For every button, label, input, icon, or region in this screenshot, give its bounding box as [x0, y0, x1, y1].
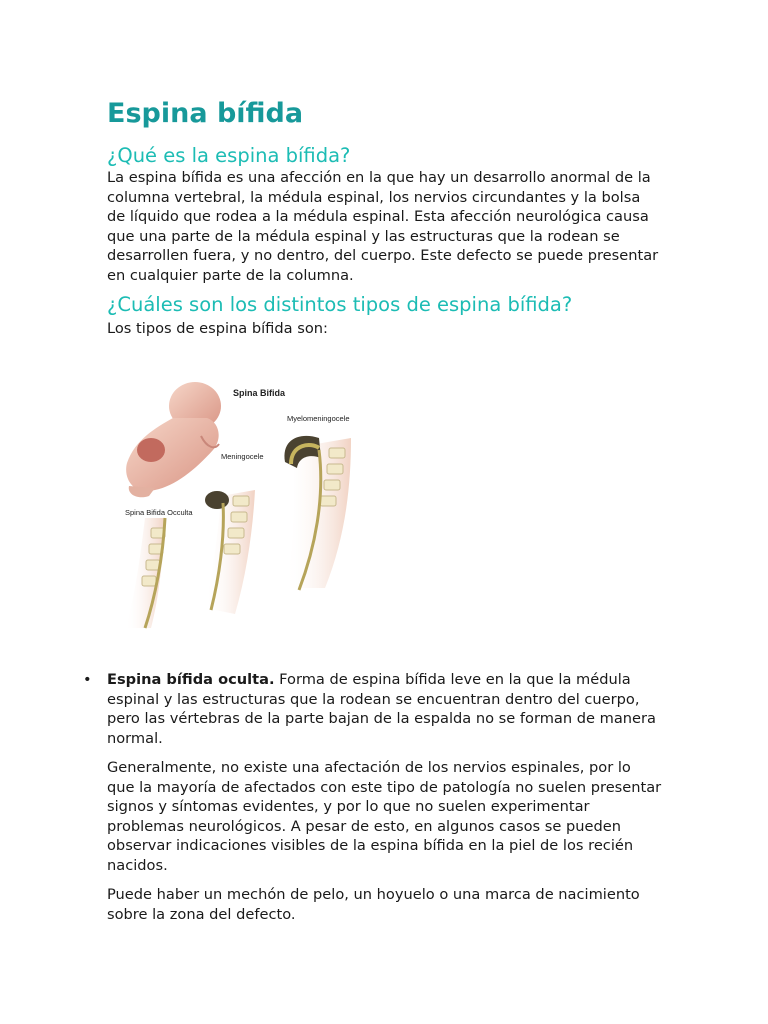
- spine-occulta: [125, 518, 165, 628]
- section-paragraph-que-es: La espina bífida es una afección en la que hay un desarrollo anormal de la columna vertebral, la médula espinal, los nervios circundantes y la bolsa de líquido que rodea a la médula espinal. Esta afección neurológica causa que una parte de la médula espinal y las estructuras que la rodean se desarrollen fuera, y no dentro, del cuerpo. Este defecto se puede presentar en cualquier parte de la columna.: [107, 169, 659, 284]
- bullet-text: Forma de espina bífida leve en la que la médula espinal y las estructuras que la rodean se encuentran dentro del cuerpo, pero las vértebras de la parte bajan de la espalda no se forman de manera normal.: [107, 671, 656, 747]
- spine-meningocele: [205, 490, 255, 614]
- section-heading-tipos: ¿Cuáles son los distintos tipos de espina bífida?: [107, 293, 573, 316]
- figure-label-myelomeningocele: Myelomeningocele: [287, 414, 350, 423]
- baby-figure: [126, 382, 221, 497]
- page-title: Espina bífida: [107, 98, 304, 129]
- figure-label-meningocele: Meningocele: [221, 452, 264, 461]
- spina-bifida-illustration: [115, 378, 365, 630]
- figure-title: Spina Bifida: [233, 388, 286, 398]
- types-bullet-list: [83, 670, 662, 934]
- section-paragraph-tipos: Los tipos de espina bífida son:: [107, 320, 328, 337]
- bullet-extra-paragraph: Puede haber un mechón de pelo, un hoyuelo o una marca de nacimiento sobre la zona del defecto.: [107, 886, 640, 923]
- bullet-term: Espina bífida oculta.: [107, 671, 275, 688]
- bullet-icon: •: [83, 671, 92, 688]
- section-heading-que-es: ¿Qué es la espina bífida?: [107, 144, 351, 167]
- bullet-extra-paragraph: Generalmente, no existe una afectación de los nervios espinales, por lo que la mayoría de afectados con este tipo de patología no suelen presentar signos y síntomas evidentes, y por lo que no suelen experimentar problemas neurológicos. A pesar de esto, en algunos casos se pueden observar indicaciones visibles de la espina bífida en la piel de los recién nacidos.: [107, 759, 662, 874]
- figure-label-occulta: Spina Bifida Occulta: [125, 508, 193, 517]
- spine-myelomeningocele: [284, 436, 351, 590]
- list-item: [83, 670, 662, 748]
